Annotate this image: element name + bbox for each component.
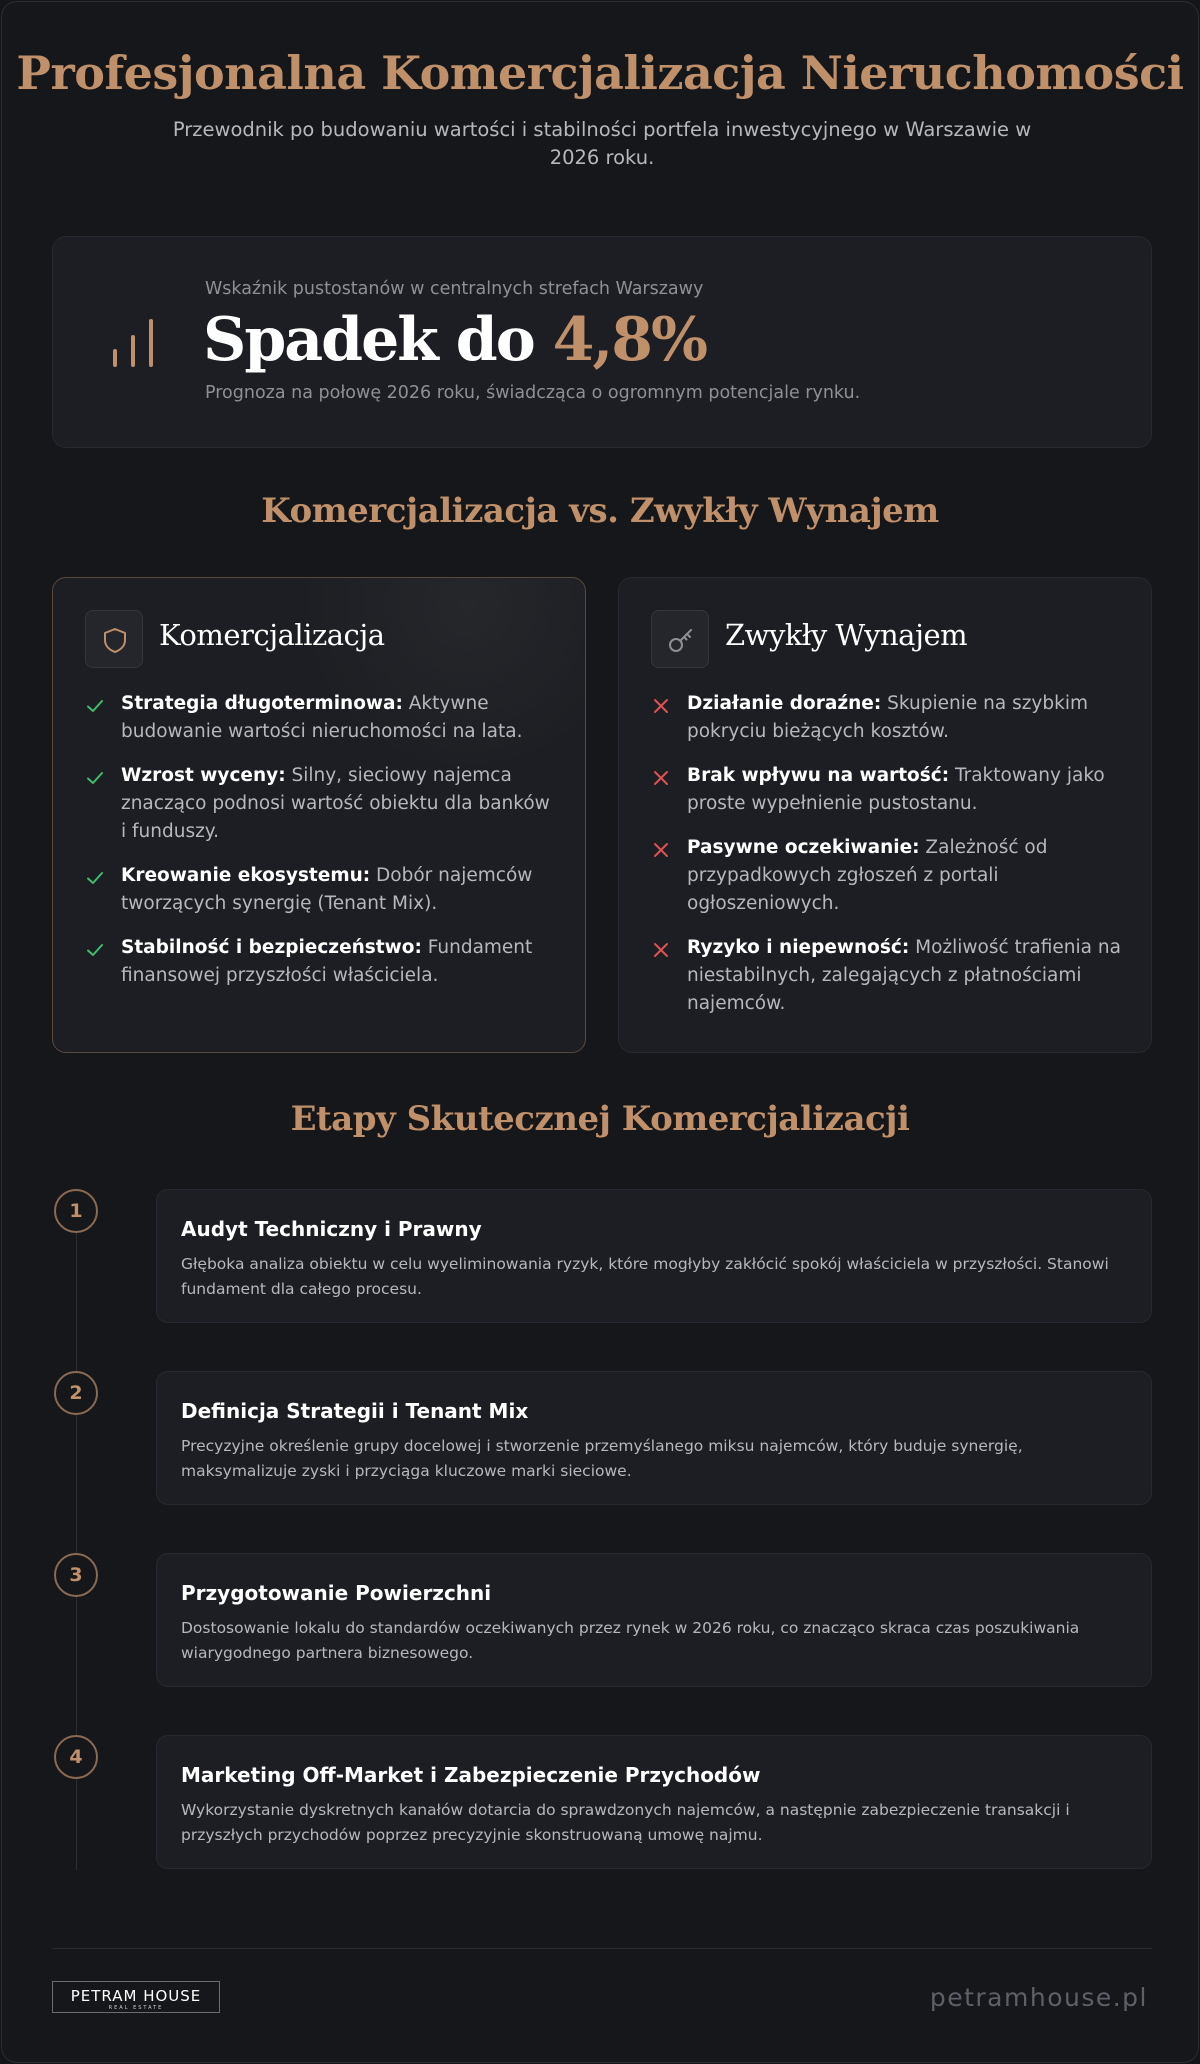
step-number: 1 bbox=[54, 1189, 98, 1233]
list-item bbox=[85, 762, 555, 846]
stat-value-prefix: Spadek do bbox=[203, 305, 534, 375]
petram-house-logo bbox=[52, 1981, 220, 2013]
stat-note: Prognoza na połowę 2026 roku, świadcząca o ogromnym potencjale rynku. bbox=[205, 383, 861, 403]
cross-icon bbox=[651, 768, 671, 788]
stat-label: Wskaźnik pustostanów w centralnych strefach Warszawy bbox=[205, 279, 704, 299]
check-icon bbox=[85, 868, 105, 888]
step-card bbox=[156, 1553, 1152, 1687]
check-icon bbox=[85, 696, 105, 716]
comparison-title: Komercjalizacja vs. Zwykły Wynajem bbox=[261, 491, 939, 531]
stat-value bbox=[203, 305, 706, 375]
item-text: Aktywne budowanie wartości nieruchomości na lata. bbox=[121, 693, 523, 742]
step-description: Dostosowanie lokalu do standardów oczekiwanych przez rynek w 2026 roku, co znacząco skraca czas poszukiwania wiarygodnego partnera biznesowego. bbox=[181, 1619, 1080, 1662]
step-description: Głęboka analiza obiektu w celu wyeliminowania ryzyk, które mogłyby zakłócić spokój właściciela w przyszłości. Stanowi fundament dla całego procesu. bbox=[181, 1255, 1109, 1298]
shield-icon bbox=[101, 626, 129, 654]
step-title: Audyt Techniczny i Prawny bbox=[181, 1217, 482, 1241]
step-title: Marketing Off-Market i Zabezpieczenie Przychodów bbox=[181, 1763, 761, 1787]
item-text: Traktowany jako proste wypełnienie pustostanu. bbox=[687, 765, 1105, 814]
step-card bbox=[156, 1189, 1152, 1323]
page-title: Profesjonalna Komercjalizacja Nieruchomości bbox=[16, 46, 1184, 100]
step-description: Precyzyjne określenie grupy docelowej i stworzenie przemyślanego miksu najemców, który buduje synergię, maksymalizuje zyski i przyciąga kluczowe marki sieciowe. bbox=[181, 1437, 1023, 1480]
item-text: Możliwość trafienia na niestabilnych, zalegających z płatnościami najemców. bbox=[687, 937, 1121, 1014]
list-item bbox=[651, 834, 1121, 918]
step-number: 4 bbox=[54, 1735, 98, 1779]
website-link[interactable]: petramhouse.pl bbox=[929, 1983, 1148, 2012]
commercialization-list bbox=[85, 690, 555, 990]
step-number: 3 bbox=[54, 1553, 98, 1597]
check-icon bbox=[85, 768, 105, 788]
item-text: Fundament finansowej przyszłości właściciela. bbox=[121, 937, 533, 986]
logo-sub-text: REAL ESTATE bbox=[108, 2005, 164, 2011]
item-text: Skupienie na szybkim pokryciu bieżących kosztów. bbox=[687, 693, 1088, 742]
list-item bbox=[651, 690, 1121, 746]
item-bold: Kreowanie ekosystemu: bbox=[121, 865, 371, 886]
item-bold: Stabilność i bezpieczeństwo: bbox=[121, 937, 422, 958]
list-item bbox=[651, 762, 1121, 818]
cross-icon bbox=[651, 696, 671, 716]
item-bold: Pasywne oczekiwanie: bbox=[687, 837, 920, 858]
steps-title: Etapy Skutecznej Komercjalizacji bbox=[290, 1099, 910, 1139]
stat-value-number: 4,8% bbox=[552, 305, 707, 375]
list-item bbox=[85, 934, 555, 990]
regular-rental-list bbox=[651, 690, 1121, 1018]
commercialization-heading: Komercjalizacja bbox=[159, 618, 385, 652]
list-item bbox=[651, 934, 1121, 1018]
commercialization-card bbox=[52, 577, 586, 1053]
item-bold: Wzrost wyceny: bbox=[121, 765, 286, 786]
item-bold: Strategia długoterminowa: bbox=[121, 693, 403, 714]
footer-divider bbox=[52, 1948, 1152, 1949]
check-icon bbox=[85, 940, 105, 960]
logo-main-text: PETRAM HOUSE bbox=[70, 1987, 202, 2005]
step-title: Przygotowanie Powierzchni bbox=[181, 1581, 492, 1605]
list-item bbox=[85, 862, 555, 918]
key-icon-box bbox=[651, 610, 709, 668]
regular-rental-card bbox=[618, 577, 1152, 1053]
step-number: 2 bbox=[54, 1371, 98, 1415]
vacancy-stat-card bbox=[52, 236, 1152, 448]
item-bold: Działanie doraźne: bbox=[687, 693, 882, 714]
shield-icon-box bbox=[85, 610, 143, 668]
list-item bbox=[85, 690, 555, 746]
item-text: Zależność od przypadkowych zgłoszeń z portali ogłoszeniowych. bbox=[687, 837, 1048, 914]
infographic-page bbox=[1, 1, 1199, 2063]
step-card bbox=[156, 1371, 1152, 1505]
cross-icon bbox=[651, 940, 671, 960]
item-text: Dobór najemców tworzących synergię (Tenant Mix). bbox=[121, 865, 533, 914]
item-text: Silny, sieciowy najemca znacząco podnosi wartość obiektu dla banków i funduszy. bbox=[121, 765, 550, 842]
step-title: Definicja Strategii i Tenant Mix bbox=[181, 1399, 529, 1423]
regular-rental-heading: Zwykły Wynajem bbox=[725, 618, 968, 652]
step-description: Wykorzystanie dyskretnych kanałów dotarcia do sprawdzonych najemców, a następnie zabezpieczenie transakcji i przyszłych przychodów poprzez precyzyjnie skonstruowaną umowę najmu. bbox=[181, 1801, 1070, 1844]
cross-icon bbox=[651, 840, 671, 860]
item-bold: Brak wpływu na wartość: bbox=[687, 765, 950, 786]
item-bold: Ryzyko i niepewność: bbox=[687, 937, 910, 958]
bar-chart-icon bbox=[109, 313, 161, 373]
key-icon bbox=[667, 626, 695, 654]
step-card bbox=[156, 1735, 1152, 1869]
page-subtitle: Przewodnik po budowaniu wartości i stabilności portfela inwestycyjnego w Warszawie w 2026 roku. bbox=[172, 118, 1032, 169]
